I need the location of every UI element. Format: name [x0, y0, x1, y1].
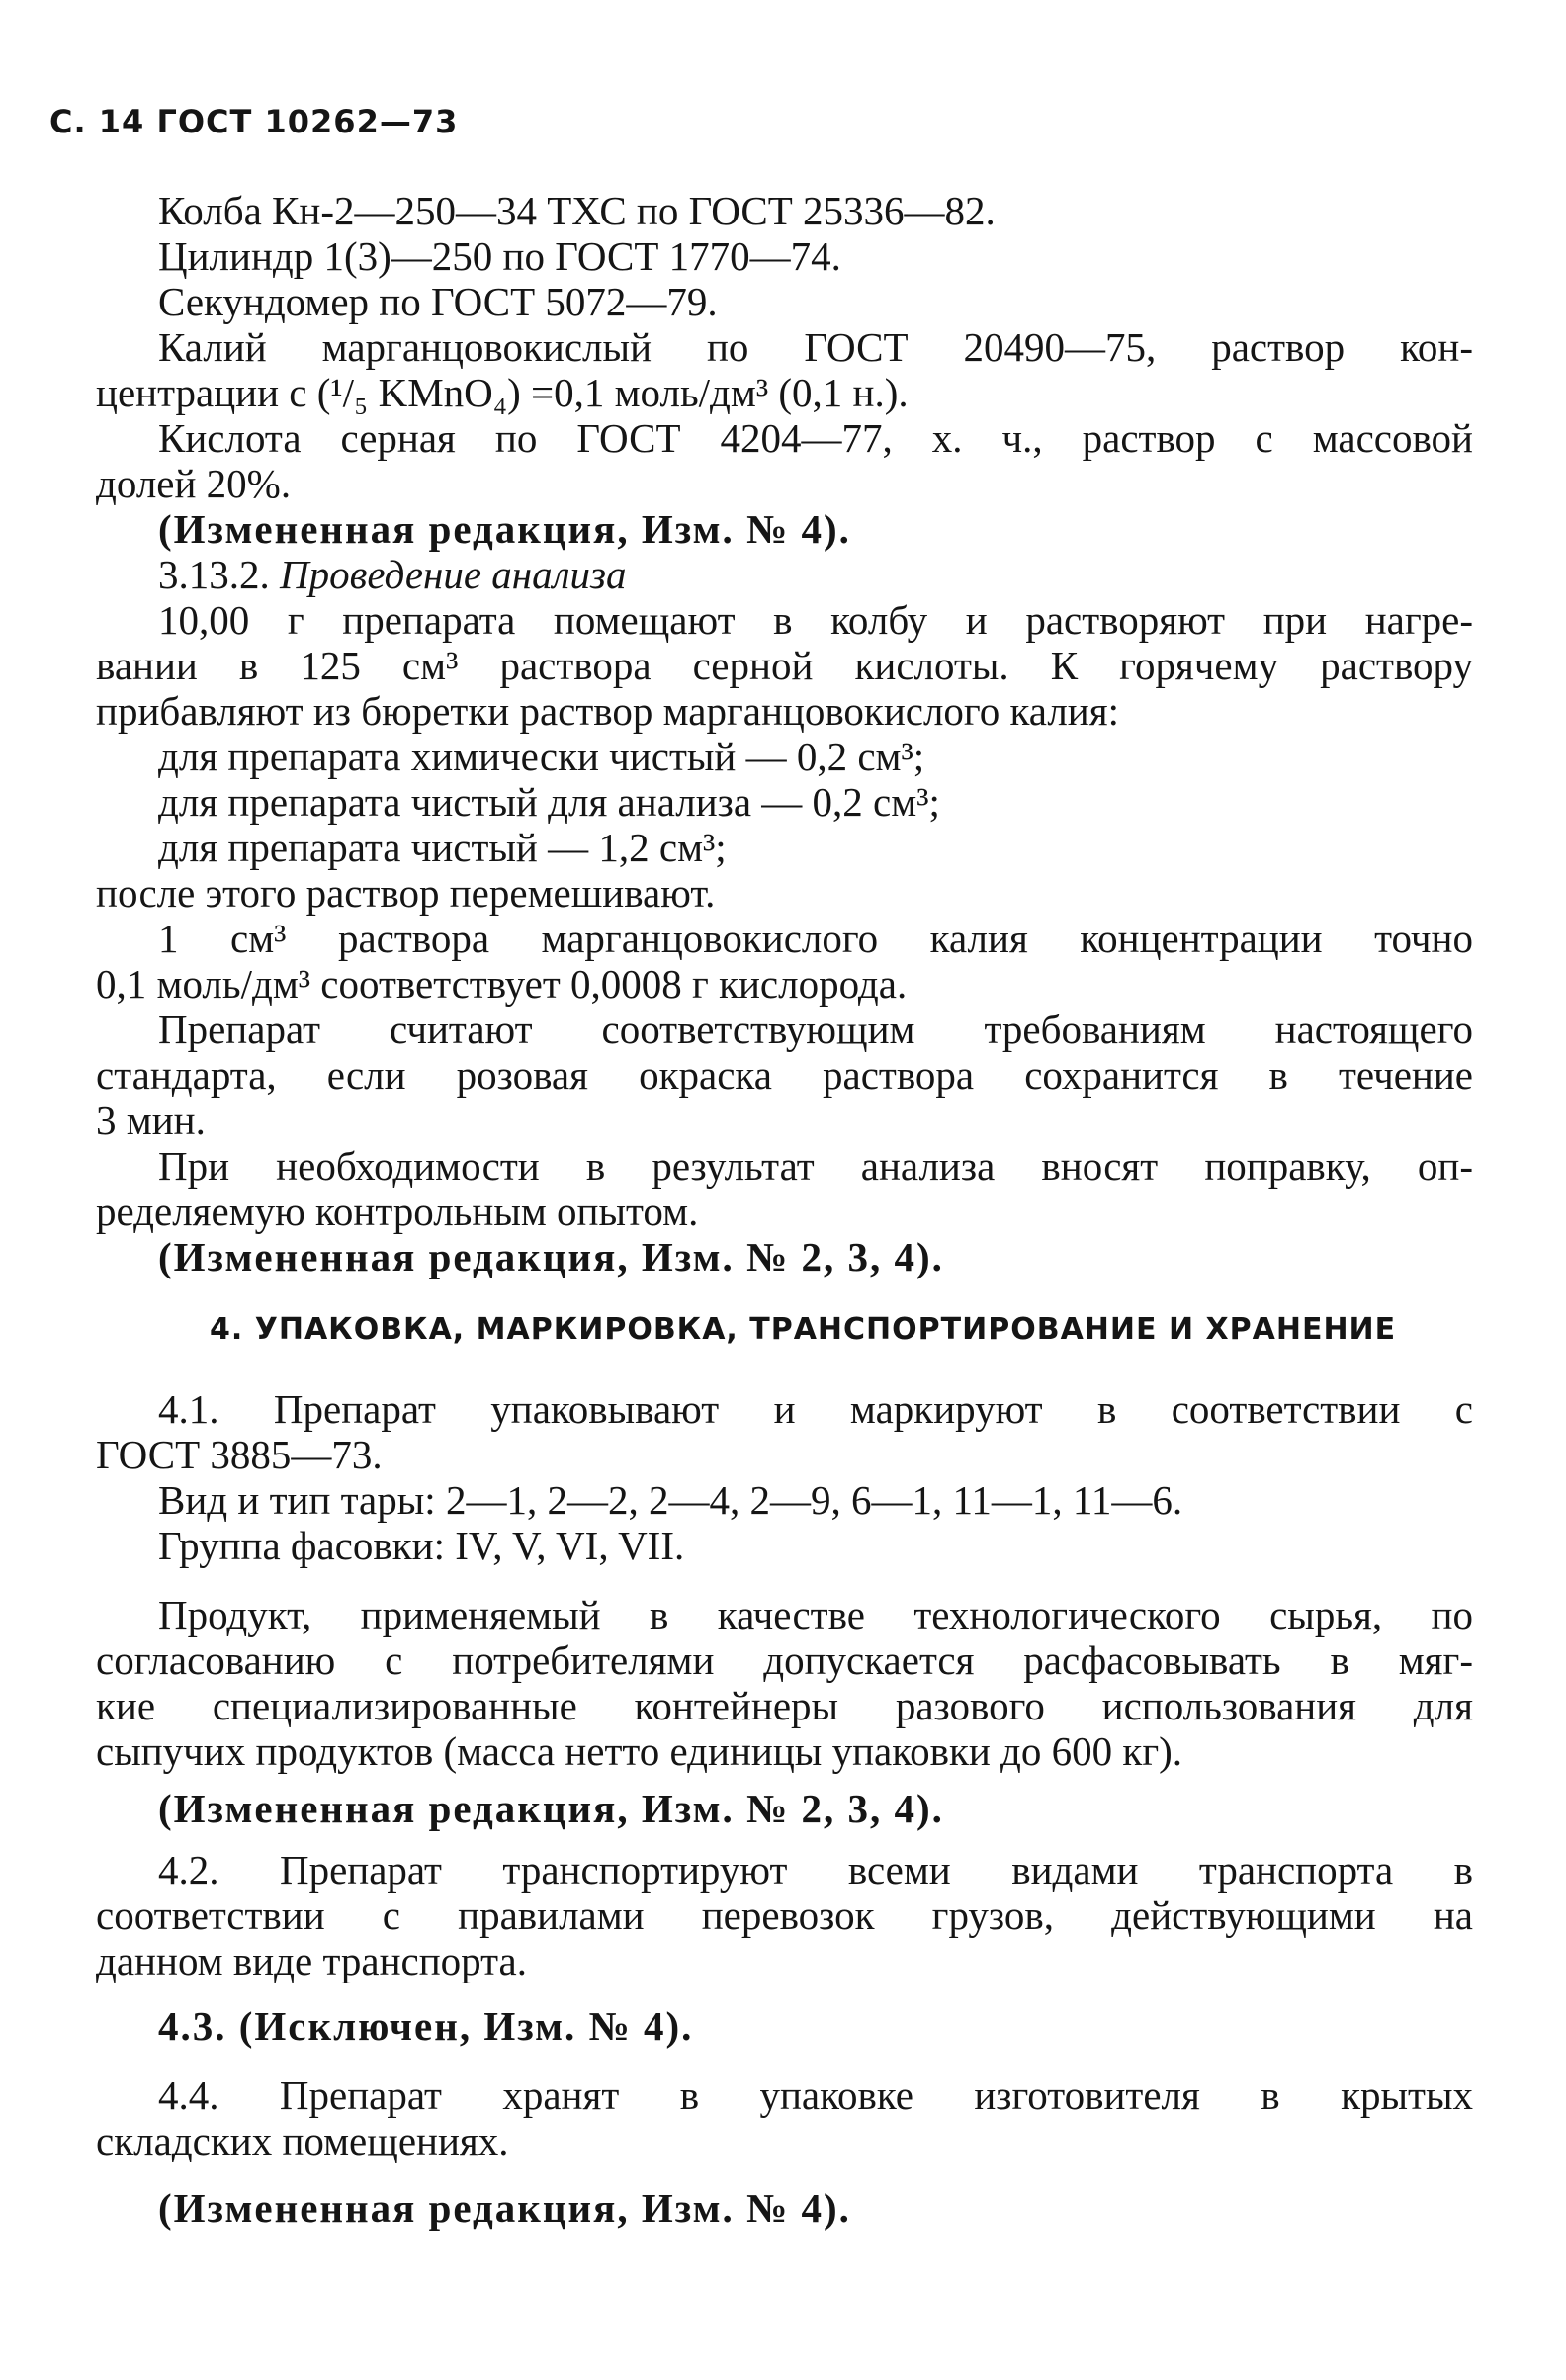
text-line: вании в 125 см³ раствора серной кислоты. К горячему раствору — [96, 643, 1473, 688]
text-line: сыпучих продуктов (масса нетто единицы упаковки до 600 кг). — [96, 1728, 1183, 1774]
text-line: Группа фасовки: IV, V, VI, VII. — [158, 1523, 685, 1568]
text-line: долей 20%. — [96, 461, 292, 506]
text-line: для препарата чистый для анализа — 0,2 см³; — [158, 779, 940, 825]
text-line: 4.4. Препарат хранят в упаковке изготовителя в крытых — [158, 2072, 1473, 2118]
text-line: Препарат считают соответствующим требованиям настоящего — [158, 1007, 1473, 1052]
text-line: для препарата химически чистый — 0,2 см³; — [158, 734, 925, 779]
text-line: кие специализированные контейнеры разового использования для — [96, 1683, 1473, 1728]
text-line: 4.3. (Исключен, Изм. № 4). — [158, 2003, 694, 2049]
section-heading: 4. УПАКОВКА, МАРКИРОВКА, ТРАНСПОРТИРОВАНИЕ И ХРАНЕНИЕ — [210, 1312, 1397, 1347]
subsection-title: Проведение анализа — [280, 552, 627, 597]
text-line: согласованию с потребителями допускается расфасовывать в мяг- — [96, 1637, 1473, 1683]
text-line: 3 мин. — [96, 1098, 206, 1143]
text-line: Кислота серная по ГОСТ 4204—77, х. ч., раствор с массовой — [158, 415, 1473, 461]
text-line: соответствии с правилами перевозок грузов, действующими на — [96, 1893, 1473, 1938]
text-line: Колба Кн-2—250—34 ТХС по ГОСТ 25336—82. — [158, 188, 996, 233]
text-line: 4.2. Препарат транспортируют всеми видами транспорта в — [158, 1847, 1473, 1893]
amendment-note: (Измененная редакция, Изм. № 2, 3, 4). — [158, 1786, 944, 1831]
text-line: данном виде транспорта. — [96, 1938, 527, 1983]
text-line: 4.1. Препарат упаковывают и маркируют в соответствии с — [158, 1386, 1473, 1432]
text-line: Цилиндр 1(3)—250 по ГОСТ 1770—74. — [158, 233, 841, 279]
subsection-number: 3.13.2. — [158, 552, 270, 597]
text-line: для препарата чистый — 1,2 см³; — [158, 825, 727, 870]
text-line: Калий марганцовокислый по ГОСТ 20490—75, раствор кон- — [158, 324, 1473, 370]
text-line: после этого раствор перемешивают. — [96, 870, 716, 916]
text-line: 1 см³ раствора марганцовокислого калия концентрации точно — [158, 916, 1473, 961]
text-line: стандарта, если розовая окраска раствора сохранится в течение — [96, 1052, 1473, 1098]
text-line: При необходимости в результат анализа вносят поправку, оп- — [158, 1143, 1473, 1189]
text-line: прибавляют из бюретки раствор марганцовокислого калия: — [96, 688, 1119, 734]
amendment-note: (Измененная редакция, Изм. № 2, 3, 4). — [158, 1234, 944, 1279]
page-header: С. 14 ГОСТ 10262—73 — [49, 103, 459, 140]
text-line: 0,1 моль/дм³ соответствует 0,0008 г кислорода. — [96, 961, 908, 1007]
text-line: центрации с (¹/₅ KMnO₄) =0,1 моль/дм³ (0,1 н.). — [96, 370, 909, 415]
amendment-note: (Измененная редакция, Изм. № 4). — [158, 2185, 851, 2231]
subsection-heading — [158, 552, 627, 597]
text-line: Продукт, применяемый в качестве технологического сырья, по — [158, 1592, 1473, 1637]
text-line: складских помещениях. — [96, 2118, 509, 2163]
text-line: Вид и тип тары: 2—1, 2—2, 2—4, 2—9, 6—1, 11—1, 11—6. — [158, 1477, 1183, 1523]
text-line: ределяемую контрольным опытом. — [96, 1189, 699, 1234]
amendment-note: (Измененная редакция, Изм. № 4). — [158, 506, 851, 552]
text-line: Секундомер по ГОСТ 5072—79. — [158, 279, 718, 324]
text-line: ГОСТ 3885—73. — [96, 1432, 383, 1477]
text-line: 10,00 г препарата помещают в колбу и растворяют при нагре- — [158, 597, 1473, 643]
